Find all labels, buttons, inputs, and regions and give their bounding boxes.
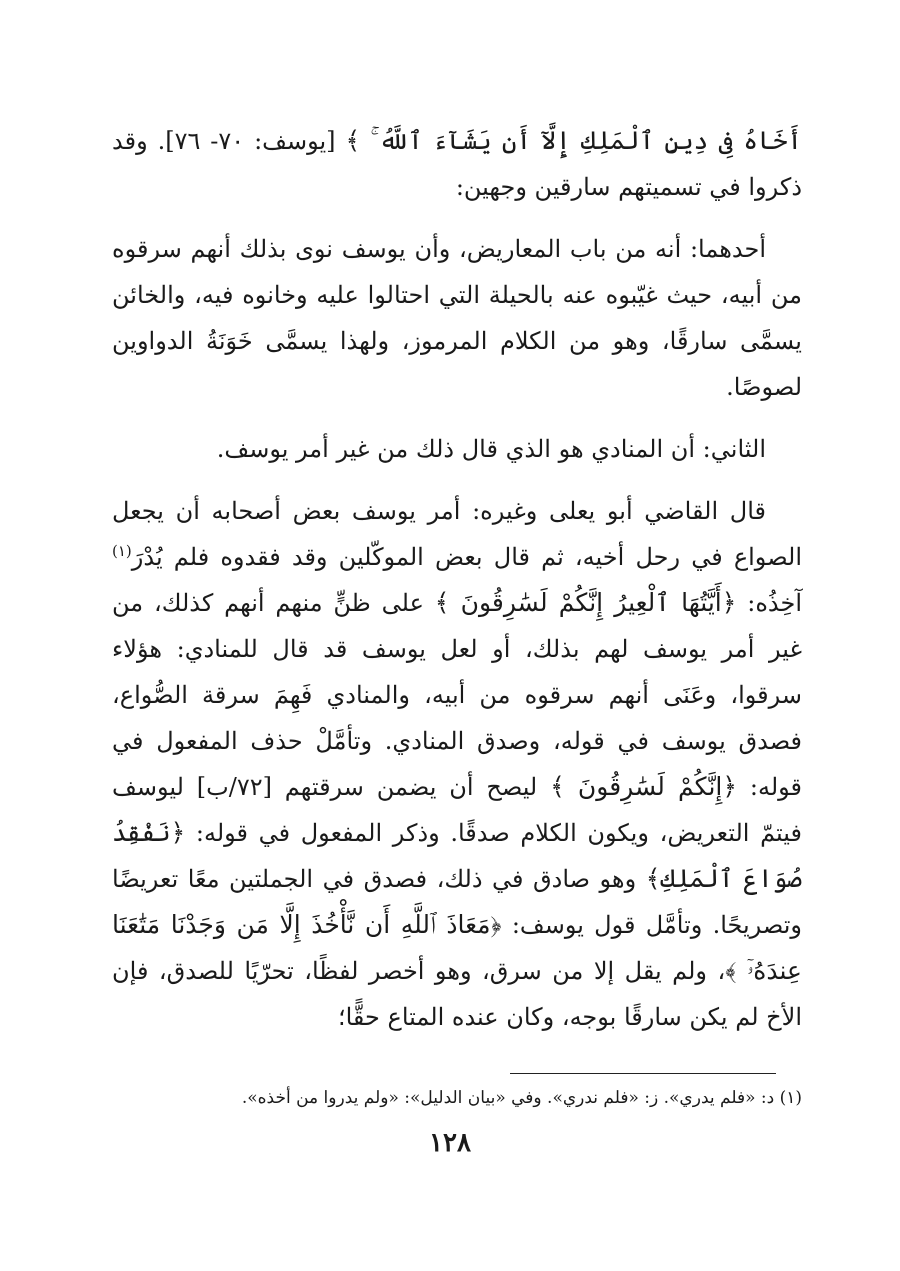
text-run: آخِذُه:: [736, 589, 803, 617]
text-run: قال القاضي أبو يعلى وغيره: أمر يوسف بعض أصحابه أن يجعل الصواع في رحل أخيه، ثم قال بعض الموكّلين وقد فقدوه فلم يُدْرَ: [112, 497, 803, 571]
footnote-separator: [510, 1073, 776, 1074]
text-run: الثاني: أن المنادي هو الذي قال ذلك من غير أمر يوسف.: [216, 435, 766, 463]
text-run: وهو صادق في ذلك، فصدق في الجملتين معًا تعريضًا وتصريحًا. وتأمَّل قول يوسف:: [112, 865, 803, 939]
main-text: [112, 118, 802, 1056]
quran-quote: ﴿أَيَّتُهَا ٱلْعِيرُ إِنَّكُمْ لَسَٰرِقُونَ ﴾: [434, 588, 737, 617]
quran-quote: ﴿مَعَاذَ ٱللَّهِ أَن نَّأْخُذَ إِلَّا مَن وَجَدْنَا مَتَٰعَنَا عِندَهُۥٓ ﴾: [112, 910, 802, 985]
text-run: أحدهما: أنه من باب المعاريض، وأن يوسف نوى بذلك أنهم سرقوه من أبيه، حيث غيّبوه عنه بالحيلة التي احتالوا عليه وخانوه فيه، والخائن يسمَّى سارقًا، وهو من الكلام المرموز، ولهذا يسمَّى خَوَنَةُ الدواوين لصوصًا.: [112, 235, 802, 401]
text-run: ، ولم يقل إلا من سرق، وهو أخصر لفظًا، تحرّيًا للصدق، فإن الأخ لم يكن سارقًا بوجه، وكان عنده المتاع حقًّا؛: [112, 957, 802, 1031]
paragraph-p1: [112, 118, 802, 210]
footnote: (١) د: «فلم يدري». ز: «فلم ندري». وفي «بيان الدليل»: «ولم يدروا من أخذه».: [241, 1088, 802, 1108]
quran-quote: أَخَاهُ فِى دِينِ ٱلْمَلِكِ إِلَّآ أَن يَشَآءَ ٱللَّهُ ۚ ﴾: [345, 126, 802, 155]
page-number: ١٢٨: [429, 1128, 471, 1158]
text-run: ليصح أن يضمن سرقتهم [٧٢/ب] ليوسف فيتمّ التعريض، ويكون الكلام صدقًا. وذكر المفعول في قوله:: [112, 773, 802, 847]
paragraph-p3: [112, 426, 802, 472]
quran-quote: ﴿إِنَّكُمْ لَسَٰرِقُونَ ﴾: [550, 772, 738, 801]
footnote-ref: (١): [112, 542, 132, 560]
text-run: [يوسف: ٧٠- ٧٦]. وقد ذكروا في تسميتهم سارقين وجهين:: [112, 127, 802, 201]
text-run: على ظنٍّ منهم أنهم كذلك، من غير أمر يوسف لهم بذلك، أو لعل يوسف قد قال للمنادي: هؤلاء سرقوا، وعَنَى أنهم سرقوه من أبيه، والمنادي فَهِمَ سرقة الصُّواع، فصدق يوسف في قوله، وصدق المنادي. وتأمَّلْ حذف المفعول في قوله:: [112, 589, 803, 801]
paragraph-p4: [112, 488, 802, 1040]
paragraph-p2: [112, 226, 802, 410]
quran-quote: ﴿نَفْقِدُ صُوَاعَ ٱلْمَلِكِ﴾: [112, 818, 802, 893]
